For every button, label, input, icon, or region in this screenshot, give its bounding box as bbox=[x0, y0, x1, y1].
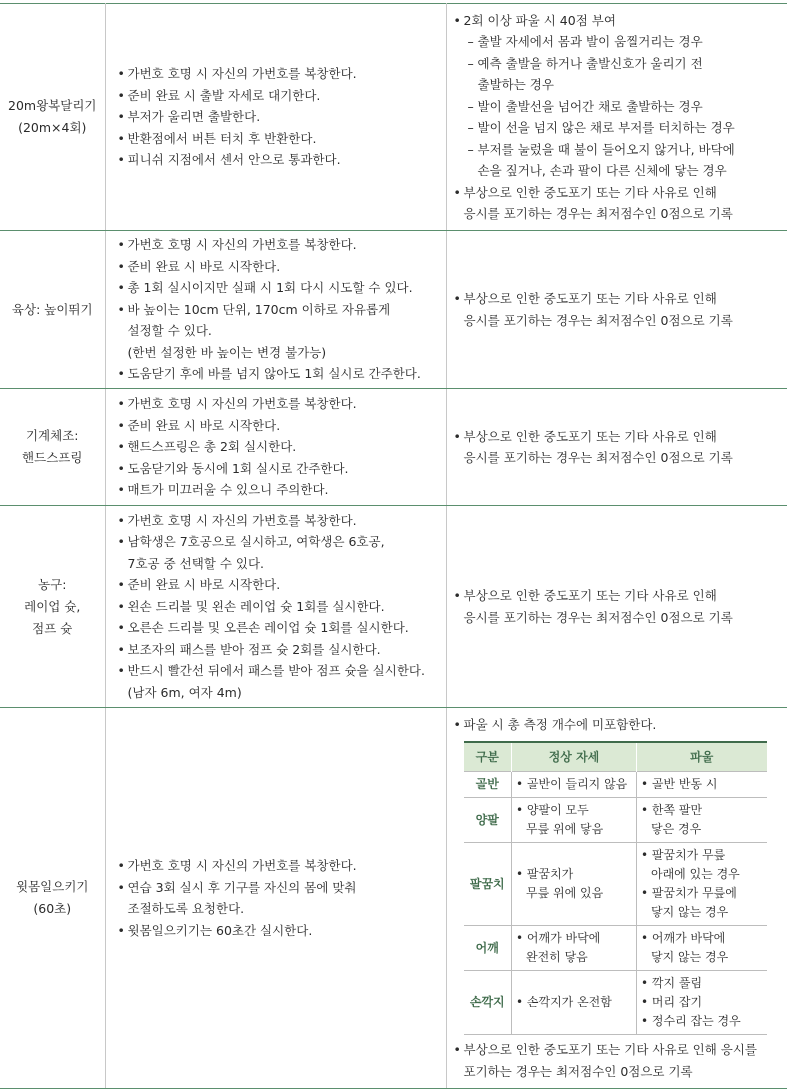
bullet: – bbox=[467, 141, 474, 157]
bullet: • bbox=[117, 417, 125, 433]
method-text: 윗몸일으키기는 60초간 실시한다. bbox=[127, 922, 313, 938]
event-row bbox=[0, 506, 787, 708]
notes-cell bbox=[446, 708, 787, 1089]
normal-posture-cell bbox=[512, 971, 637, 1035]
method-line bbox=[118, 149, 442, 171]
method-text: (한번 설정한 바 높이는 변경 불가능) bbox=[127, 344, 327, 360]
bullet: • bbox=[453, 291, 461, 306]
method-line bbox=[118, 898, 442, 920]
bullet: – bbox=[467, 120, 474, 135]
method-text: 연습 3회 실시 후 기구를 자신의 몸에 맞춰 bbox=[127, 879, 357, 895]
normal-text: • 골반이 들리지 않음 bbox=[516, 777, 628, 792]
bullet: • bbox=[453, 184, 461, 200]
foul-text: 닿은 경우 bbox=[651, 822, 702, 837]
note-line bbox=[454, 182, 785, 204]
event-row bbox=[0, 708, 787, 1089]
method-text: 오른손 드리블 및 오른손 레이업 슛 1회를 실시한다. bbox=[127, 620, 409, 636]
foul-table-row bbox=[464, 798, 767, 843]
foul-table-header bbox=[464, 742, 767, 772]
event-name-cell bbox=[0, 231, 105, 389]
normal-posture-cell bbox=[512, 772, 637, 798]
method-line bbox=[118, 393, 442, 415]
method-text: 바 높이는 10cm 단위, 170cm 이하로 자유롭게 bbox=[127, 301, 391, 317]
method-line bbox=[118, 342, 442, 364]
note-text: 예측 출발을 하거나 출발신호가 울리기 전 bbox=[477, 55, 703, 71]
method-line bbox=[118, 920, 442, 942]
foul-table-row bbox=[464, 772, 767, 798]
note-text: 포기하는 경우는 최저점수인 0점으로 기록 bbox=[463, 1063, 693, 1079]
event-name: 레이업 슛, bbox=[24, 598, 81, 614]
normal-text: • 팔꿈치가 bbox=[516, 867, 574, 882]
bullet: • bbox=[117, 366, 125, 382]
method-text: 남학생은 7호공으로 실시하고, 여학생은 6호공, bbox=[127, 534, 385, 550]
method-text: 도움닫기 후에 바를 넘지 않아도 1회 실시로 간주한다. bbox=[127, 366, 421, 382]
method-line bbox=[118, 479, 442, 501]
foul-table-row bbox=[464, 971, 767, 1035]
note-text: 부상으로 인한 중도포기 또는 기타 사유로 인해 bbox=[463, 428, 717, 444]
method-line bbox=[118, 682, 442, 704]
method-line bbox=[118, 553, 442, 575]
foul-text: • 팔꿈치가 무릎에 bbox=[641, 886, 737, 901]
method-line bbox=[118, 617, 442, 639]
note-line bbox=[454, 96, 785, 118]
bullet: • bbox=[117, 237, 125, 253]
note-line bbox=[454, 585, 785, 607]
body-part: 어깨 bbox=[464, 926, 512, 971]
method-line bbox=[118, 234, 442, 256]
event-name: 육상: 높이뛰기 bbox=[11, 301, 93, 317]
note-text: 2회 이상 파울 시 40점 부여 bbox=[463, 12, 616, 28]
event-name-cell bbox=[0, 4, 105, 231]
note-text: 출발하는 경우 bbox=[477, 77, 554, 92]
event-name: 농구: bbox=[38, 576, 67, 592]
bullet: • bbox=[117, 280, 125, 296]
body-part: 골반 bbox=[464, 772, 512, 798]
note-line bbox=[454, 117, 785, 139]
test-method-cell bbox=[105, 708, 446, 1089]
note-line bbox=[454, 288, 785, 310]
bullet: • bbox=[117, 641, 125, 657]
foul-table-row bbox=[464, 843, 767, 926]
method-line bbox=[118, 531, 442, 553]
notes-cell bbox=[446, 389, 787, 506]
note-text: 발이 출발선을 넘어간 채로 출발하는 경우 bbox=[477, 98, 703, 114]
bullet: • bbox=[117, 663, 125, 679]
bullet: • bbox=[117, 109, 125, 125]
note-text: 응시를 포기하는 경우는 최저점수인 0점으로 기록 bbox=[463, 450, 733, 465]
bullet: • bbox=[453, 12, 461, 28]
body-part: 양팔 bbox=[464, 798, 512, 843]
note-text: 발이 선을 넘지 않은 채로 부저를 터치하는 경우 bbox=[477, 120, 735, 135]
event-name: 기계체조: bbox=[25, 428, 79, 443]
method-line bbox=[118, 877, 442, 899]
event-name-cell bbox=[0, 389, 105, 506]
bullet: • bbox=[117, 130, 125, 146]
body-part: 손깍지 bbox=[464, 971, 512, 1035]
event-row bbox=[0, 389, 787, 506]
method-line bbox=[118, 855, 442, 877]
method-line bbox=[118, 256, 442, 278]
test-method-cell bbox=[105, 4, 446, 231]
method-line bbox=[118, 660, 442, 682]
method-line bbox=[118, 63, 442, 85]
method-text: 반드시 빨간선 뒤에서 패스를 받아 점프 슛을 실시한다. bbox=[127, 663, 425, 679]
method-text: 반환점에서 버튼 터치 후 반환한다. bbox=[127, 130, 317, 146]
bullet: • bbox=[117, 482, 125, 498]
method-text: 매트가 미끄러울 수 있으니 주의한다. bbox=[127, 482, 329, 498]
normal-text: • 양팔이 모두 bbox=[516, 803, 589, 818]
note-text: 부저를 눌렀을 때 불이 들어오지 않거나, 바닥에 bbox=[477, 141, 735, 157]
normal-text: 무릎 위에 닿음 bbox=[526, 822, 604, 837]
method-text: 도움닫기와 동시에 1회 실시로 간주한다. bbox=[127, 460, 349, 476]
note-line bbox=[454, 31, 785, 53]
bullet: • bbox=[117, 577, 125, 593]
foul-text: 닿지 않는 경우 bbox=[651, 950, 729, 965]
bullet: • bbox=[117, 460, 125, 476]
foul-cell bbox=[637, 971, 767, 1035]
note-line bbox=[454, 426, 785, 448]
method-text: 피니쉬 지점에서 센서 안으로 통과한다. bbox=[127, 152, 341, 168]
bullet: • bbox=[117, 922, 125, 938]
bullet: • bbox=[453, 428, 461, 444]
foul-text: 닿지 않는 경우 bbox=[651, 905, 729, 920]
method-text: 준비 완료 시 바로 시작한다. bbox=[127, 417, 281, 433]
foul-criteria-table bbox=[464, 741, 767, 1035]
bullet: • bbox=[117, 152, 125, 168]
note-line bbox=[454, 10, 785, 32]
normal-posture-cell bbox=[512, 926, 637, 971]
bullet: • bbox=[453, 716, 461, 732]
note-text: 응시를 포기하는 경우는 최저점수인 0점으로 기록 bbox=[463, 312, 733, 328]
note-text: 손을 짚거나, 손과 팔이 다른 신체에 닿는 경우 bbox=[477, 163, 727, 178]
method-text: 부저가 울리면 출발한다. bbox=[127, 109, 261, 125]
method-text: 준비 완료 시 바로 시작한다. bbox=[127, 577, 281, 593]
foul-cell bbox=[637, 926, 767, 971]
foul-cell bbox=[637, 843, 767, 926]
method-text: 설정할 수 있다. bbox=[127, 323, 212, 339]
method-text: 준비 완료 시 바로 시작한다. bbox=[127, 258, 281, 274]
method-line bbox=[118, 277, 442, 299]
bullet: • bbox=[117, 87, 125, 103]
bullet: – bbox=[467, 55, 474, 71]
note-line bbox=[454, 714, 785, 736]
note-line bbox=[454, 160, 785, 182]
normal-posture-cell bbox=[512, 843, 637, 926]
normal-posture-cell bbox=[512, 798, 637, 843]
bullet: • bbox=[117, 879, 125, 895]
note-text: 부상으로 인한 중도포기 또는 기타 사유로 인해 응시를 bbox=[463, 1042, 757, 1058]
method-text: 보조자의 패스를 받아 점프 슛 2회를 실시한다. bbox=[127, 641, 381, 657]
notes-cell bbox=[446, 4, 787, 231]
note-text: 부상으로 인한 중도포기 또는 기타 사유로 인해 bbox=[463, 184, 717, 200]
method-text: 핸드스프링은 총 2회 실시한다. bbox=[127, 439, 297, 455]
test-method-cell bbox=[105, 231, 446, 389]
foul-table-row bbox=[464, 926, 767, 971]
foul-text: • 어깨가 바닥에 bbox=[641, 931, 726, 946]
bullet: • bbox=[117, 858, 125, 873]
bullet: • bbox=[117, 512, 125, 528]
normal-text: • 손깍지가 온전함 bbox=[516, 995, 612, 1010]
foul-text: • 골반 반동 시 bbox=[641, 777, 718, 792]
event-name: 20m왕복달리기 bbox=[8, 98, 97, 113]
notes-cell bbox=[446, 231, 787, 389]
note-text: 응시를 포기하는 경우는 최저점수인 0점으로 기록 bbox=[463, 206, 733, 221]
note-text: 부상으로 인한 중도포기 또는 기타 사유로 인해 bbox=[463, 588, 717, 603]
foul-table-heading: 구분 bbox=[464, 742, 512, 772]
method-text: (남자 6m, 여자 4m) bbox=[127, 684, 242, 700]
note-line bbox=[454, 607, 785, 629]
method-line bbox=[118, 436, 442, 458]
method-line bbox=[118, 85, 442, 107]
event-name-cell bbox=[0, 708, 105, 1089]
test-method-cell bbox=[105, 506, 446, 708]
bullet: • bbox=[453, 588, 461, 603]
note-line bbox=[454, 203, 785, 225]
event-name: (60초) bbox=[33, 901, 72, 916]
note-line bbox=[454, 74, 785, 96]
event-name: 점프 슛 bbox=[32, 620, 73, 636]
bullet: – bbox=[467, 34, 474, 49]
note-text: 출발 자세에서 몸과 발이 움찔거리는 경우 bbox=[477, 34, 703, 49]
notes-cell bbox=[446, 506, 787, 708]
bullet: • bbox=[117, 396, 125, 412]
normal-text: 무릎 위에 있음 bbox=[526, 886, 604, 901]
note-text: 부상으로 인한 중도포기 또는 기타 사유로 인해 bbox=[463, 291, 717, 306]
method-line bbox=[118, 639, 442, 661]
method-line bbox=[118, 574, 442, 596]
bullet: • bbox=[117, 301, 125, 317]
method-text: 가번호 호명 시 자신의 가번호를 복창한다. bbox=[127, 512, 357, 528]
method-text: 준비 완료 시 출발 자세로 대기한다. bbox=[127, 87, 321, 103]
method-line bbox=[118, 106, 442, 128]
bullet: • bbox=[117, 534, 125, 550]
event-name: 핸드스프링 bbox=[22, 450, 83, 465]
normal-text: 완전히 닿음 bbox=[526, 950, 588, 965]
note-line bbox=[454, 139, 785, 161]
method-text: 가번호 호명 시 자신의 가번호를 복창한다. bbox=[127, 396, 357, 412]
method-line bbox=[118, 596, 442, 618]
note-line bbox=[454, 1061, 785, 1083]
normal-text: • 어깨가 바닥에 bbox=[516, 931, 601, 946]
method-text: 7호공 중 선택할 수 있다. bbox=[127, 555, 264, 571]
note-line bbox=[454, 447, 785, 469]
method-line bbox=[118, 510, 442, 532]
bullet: • bbox=[117, 620, 125, 636]
method-line bbox=[118, 363, 442, 385]
event-name-cell bbox=[0, 506, 105, 708]
bullet: • bbox=[117, 598, 125, 614]
event-name: 윗몸일으키기 bbox=[16, 879, 89, 894]
method-text: 총 1회 실시이지만 실패 시 1회 다시 시도할 수 있다. bbox=[127, 280, 413, 296]
method-line bbox=[118, 299, 442, 321]
foul-cell bbox=[637, 798, 767, 843]
event-name: (20m×4회) bbox=[18, 120, 87, 135]
method-text: 가번호 호명 시 자신의 가번호를 복창한다. bbox=[127, 858, 357, 873]
exam-rules-table bbox=[0, 3, 787, 1089]
note-line bbox=[454, 1039, 785, 1061]
foul-table-heading: 정상 자세 bbox=[512, 742, 637, 772]
method-line bbox=[118, 415, 442, 437]
note-text: 파울 시 총 측정 개수에 미포함한다. bbox=[463, 716, 657, 732]
method-line bbox=[118, 320, 442, 342]
bullet: • bbox=[117, 258, 125, 274]
event-row bbox=[0, 4, 787, 231]
test-method-cell bbox=[105, 389, 446, 506]
method-text: 가번호 호명 시 자신의 가번호를 복창한다. bbox=[127, 66, 357, 82]
foul-text: 아래에 있는 경우 bbox=[651, 867, 740, 882]
bullet: • bbox=[117, 66, 125, 82]
bullet: – bbox=[467, 98, 474, 114]
foul-table-heading: 파울 bbox=[637, 742, 767, 772]
method-text: 왼손 드리블 및 왼손 레이업 슛 1회를 실시한다. bbox=[127, 598, 385, 614]
foul-text: • 팔꿈치가 무릎 bbox=[641, 848, 726, 863]
bullet: • bbox=[453, 1042, 461, 1058]
foul-text: • 깍지 풀림 bbox=[641, 976, 703, 991]
method-line bbox=[118, 128, 442, 150]
foul-cell bbox=[637, 772, 767, 798]
method-line bbox=[118, 458, 442, 480]
body-part: 팔꿈치 bbox=[464, 843, 512, 926]
foul-text: • 한쪽 팔만 bbox=[641, 803, 703, 818]
event-row bbox=[0, 231, 787, 389]
method-text: 조절하도록 요청한다. bbox=[127, 901, 245, 916]
method-text: 가번호 호명 시 자신의 가번호를 복창한다. bbox=[127, 237, 357, 253]
foul-text: • 정수리 잡는 경우 bbox=[641, 1014, 741, 1029]
foul-text: • 머리 잡기 bbox=[641, 995, 703, 1010]
note-line bbox=[454, 310, 785, 332]
note-line bbox=[454, 53, 785, 75]
note-text: 응시를 포기하는 경우는 최저점수인 0점으로 기록 bbox=[463, 609, 733, 625]
bullet: • bbox=[117, 439, 125, 455]
